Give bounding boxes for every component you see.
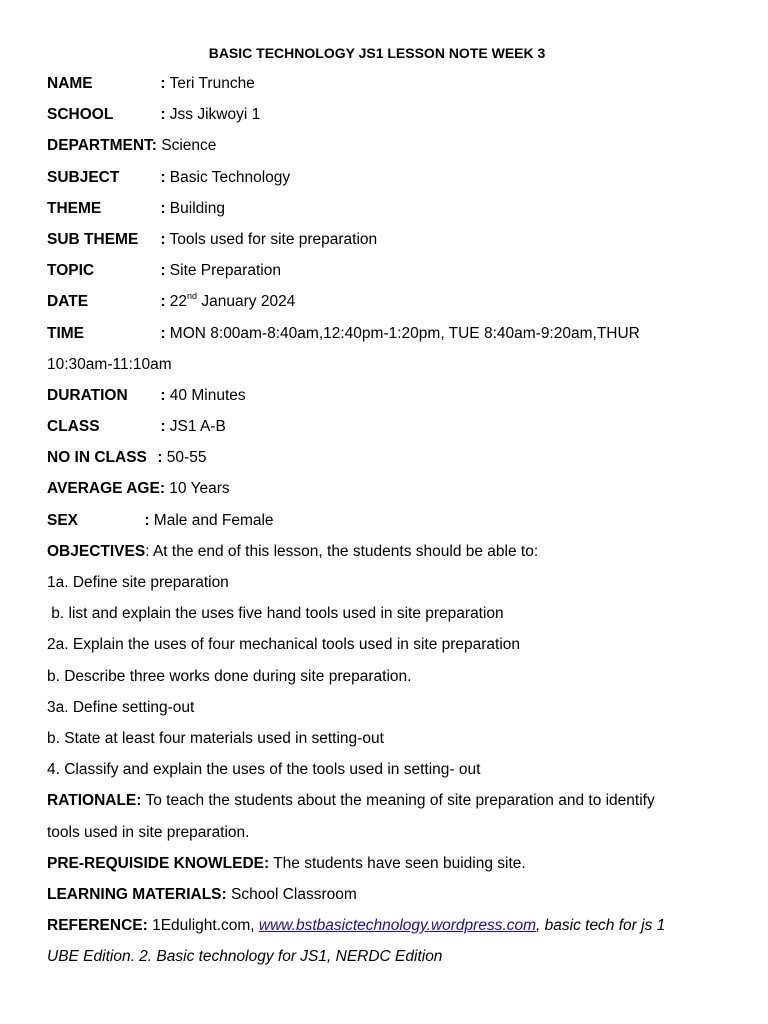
no-in-class-colon: : <box>157 449 163 467</box>
objectives-row <box>47 536 727 567</box>
no-in-class-label: NO IN CLASS <box>47 449 147 467</box>
subject-value: Basic Technology <box>169 168 291 186</box>
prerequisite-row <box>47 848 727 879</box>
subject-row <box>47 162 727 193</box>
time-colon: : <box>160 324 166 342</box>
name-value: Teri Trunche <box>169 75 255 92</box>
name-colon: : <box>160 75 166 92</box>
rationale-text: To teach the students about the meaning of site preparation and to identify <box>145 792 655 810</box>
prerequisite-label: PRE-REQUISIDE KNOWLEDE: <box>47 854 270 872</box>
sex-value: Male and Female <box>153 511 274 529</box>
lesson-note-page <box>47 38 727 972</box>
learning-materials-row <box>47 879 727 910</box>
theme-value: Building <box>169 199 225 217</box>
school-row <box>47 99 727 130</box>
theme-colon: : <box>160 199 166 217</box>
reference-after-link: , basic tech for js 1 <box>536 917 666 935</box>
objectives-label: OBJECTIVES <box>47 542 146 560</box>
learning-materials-label: LEARNING MATERIALS: <box>47 885 227 903</box>
theme-row <box>47 193 727 224</box>
reference-row <box>47 910 727 941</box>
sex-label: SEX <box>47 511 79 529</box>
date-row <box>47 286 727 317</box>
average-age-row <box>47 473 727 504</box>
name-label: NAME <box>47 75 93 92</box>
objective-item: b. State at least four materials used in setting-out <box>47 729 384 747</box>
topic-row <box>47 255 727 286</box>
objective-item: b. Describe three works done during site preparation. <box>47 667 412 685</box>
duration-label: DURATION <box>47 386 128 404</box>
objectives-intro: : At the end of this lesson, the students should be able to: <box>145 542 539 560</box>
date-suffix: nd <box>187 291 198 302</box>
school-colon: : <box>160 106 166 124</box>
name-row <box>47 68 727 99</box>
rationale-row <box>47 785 727 816</box>
time-value: MON 8:00am-8:40am,12:40pm-1:20pm, TUE 8:40am-9:20am,THUR <box>169 324 640 342</box>
subject-colon: : <box>160 168 166 186</box>
no-in-class-row <box>47 442 727 473</box>
reference-label: REFERENCE: <box>47 917 148 935</box>
topic-value: Site Preparation <box>169 262 281 280</box>
sub-theme-value: Tools used for site preparation <box>169 230 378 248</box>
average-age-label: AVERAGE AGE: <box>47 480 165 498</box>
class-label: CLASS <box>47 418 100 436</box>
date-rest: January 2024 <box>201 293 296 311</box>
time-continuation: 10:30am-11:10am <box>47 355 172 373</box>
reference-link[interactable]: www.bstbasictechnology.wordpress.com <box>258 917 537 935</box>
objective-item: b. list and explain the uses five hand tools used in site preparation <box>47 605 504 623</box>
rationale-label: RATIONALE: <box>47 792 142 810</box>
class-colon: : <box>160 418 166 436</box>
class-value: JS1 A-B <box>169 418 226 436</box>
sex-row <box>47 505 727 536</box>
school-value: Jss Jikwoyi 1 <box>169 106 261 124</box>
theme-label: THEME <box>47 199 102 217</box>
rationale-continuation: tools used in site preparation. <box>47 823 250 841</box>
average-age-value: 10 Years <box>169 480 230 498</box>
sub-theme-label: SUB THEME <box>47 230 139 248</box>
prerequisite-text: The students have seen buiding site. <box>273 854 526 872</box>
duration-colon: : <box>160 386 166 404</box>
department-label: DEPARTMENT: <box>47 137 157 155</box>
department-row <box>47 130 727 161</box>
department-value: Science <box>161 137 217 155</box>
sub-theme-colon: : <box>160 230 166 248</box>
date-colon: : <box>160 293 166 311</box>
duration-value: 40 Minutes <box>169 386 246 404</box>
time-row <box>47 318 727 349</box>
objective-item: 1a. Define site preparation <box>47 574 229 591</box>
objective-item: 4. Classify and explain the uses of the tools used in setting- out <box>47 761 481 779</box>
subject-label: SUBJECT <box>47 168 120 186</box>
sex-colon: : <box>144 511 150 529</box>
duration-row <box>47 380 727 411</box>
no-in-class-value: 50-55 <box>166 449 207 467</box>
objective-item: 3a. Define setting-out <box>47 698 195 716</box>
date-label: DATE <box>47 293 89 311</box>
objective-item: 2a. Explain the uses of four mechanical tools used in site preparation <box>47 636 521 654</box>
class-row <box>47 411 727 442</box>
sub-theme-row <box>47 224 727 255</box>
reference-continuation: UBE Edition. 2. Basic technology for JS1, NERDC Edition <box>47 948 443 966</box>
topic-colon: : <box>160 262 166 280</box>
time-label: TIME <box>47 324 85 342</box>
reference-text: 1Edulight.com, <box>152 917 255 935</box>
topic-label: TOPIC <box>47 262 95 280</box>
school-label: SCHOOL <box>47 106 114 124</box>
document-title: BASIC TECHNOLOGY JS1 LESSON NOTE WEEK 3 <box>208 45 546 61</box>
date-day: 22 <box>169 293 188 311</box>
learning-materials-text: School Classroom <box>231 885 357 903</box>
